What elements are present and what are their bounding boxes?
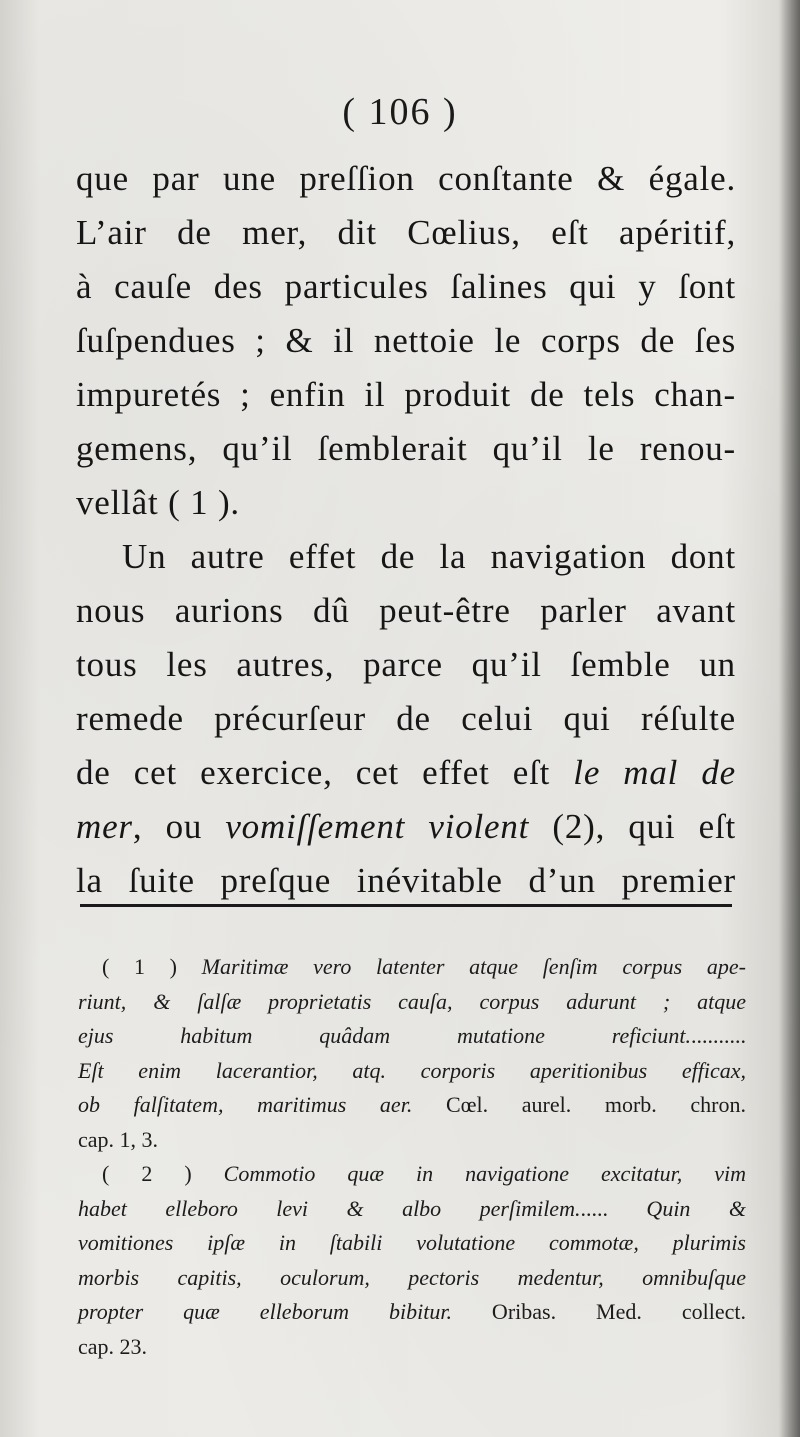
italic-segment: le mal de [573, 753, 736, 792]
paragraph-2 [76, 530, 736, 908]
footnote-rule [80, 904, 732, 907]
text-line: ſuſpendues ; & il nettoie le corps de ſes [76, 321, 736, 360]
text-segment: Oribas. Med. collect. [451, 1299, 746, 1324]
italic-segment: Commotio quæ in navigatione excitatur, vim [223, 1161, 746, 1186]
footnote-1 [78, 950, 746, 1157]
italic-segment: habet elleboro levi & albo perſimilem. [78, 1195, 581, 1221]
italic-segment: Maritimæ vero latenter atque ſenſim corpus ape- [201, 954, 746, 979]
footnote-line [78, 950, 746, 985]
text-segment: (2), qui eſt [529, 807, 737, 846]
footnote-line: Eſt enim lacerantior, atq. corporis aperitionibus efficax, [78, 1057, 746, 1083]
text-segment: , ou [132, 807, 226, 846]
footnote-marker: ( 1 ) [102, 954, 202, 979]
text-line [76, 746, 736, 800]
footnote-line: cap. 1, 3. [78, 1126, 159, 1152]
text-line: vellât ( 1 ). [76, 483, 240, 522]
text-line: que par une preſſion conſtante & égale. [76, 159, 736, 198]
italic-segment: mer [76, 807, 133, 846]
text-line: L’air de mer, dit Cœlius, eſt apéritif, [76, 213, 736, 252]
paragraph-1 [76, 152, 736, 530]
text-line: tous les autres, parce qu’il ſemble un [76, 645, 736, 684]
italic-segment: propter quæ elleborum bibitur. [78, 1299, 452, 1324]
footnote-line [78, 1192, 746, 1227]
text-line: remede précurſeur de celui qui réſulte [76, 699, 736, 738]
footnote-2 [78, 1157, 746, 1364]
text-line: nous aurions dû peut-être parler avant [76, 591, 736, 630]
footnote-line: morbis capitis, oculorum, pectoris medentur, omnibuſque [78, 1264, 746, 1290]
text-line [76, 800, 736, 854]
footnote-line: cap. 23. [78, 1333, 148, 1359]
footnote-marker: ( 2 ) [102, 1161, 224, 1186]
footnote-line [78, 1295, 746, 1330]
ellipsis-dots: ..... [580, 1195, 608, 1221]
footnote-line [78, 1088, 746, 1123]
italic-segment: ob falſitatem, maritimus aer. [78, 1092, 413, 1117]
italic-segment: vomiſſement violent [225, 807, 530, 846]
text-segment: de cet exercice, cet effet eſt [76, 753, 574, 792]
footnote-line: riunt, & ſalſæ proprietatis cauſa, corpus adurunt ; atque [78, 988, 746, 1014]
text-segment: Cœl. aurel. morb. chron. [412, 1092, 746, 1117]
ellipsis-dots: .......... [691, 1023, 746, 1048]
text-line: à cauſe des particules ſalines qui y ſont [76, 267, 736, 306]
main-text [76, 152, 736, 908]
italic-segment: Quin & [607, 1195, 746, 1221]
italic-segment: ejus habitum quâdam mutatione reficiunt. [78, 1023, 691, 1048]
text-line: la ſuite preſque inévitable d’un premier [76, 861, 736, 900]
text-line: Un autre effet de la navigation dont [122, 537, 736, 576]
footnote-line [78, 1157, 746, 1192]
text-line: gemens, qu’il ſemblerait qu’il le renou- [76, 429, 736, 468]
footnote-line [78, 1019, 746, 1054]
text-line: impuretés ; enfin il produit de tels chan- [76, 375, 736, 414]
footnote-line: vomitiones ipſæ in ſtabili volutatione commotæ, plurimis [78, 1230, 746, 1255]
page-number: ( 106 ) [342, 91, 458, 133]
page-edge-shadow [778, 0, 800, 1437]
footnotes [78, 950, 746, 1364]
